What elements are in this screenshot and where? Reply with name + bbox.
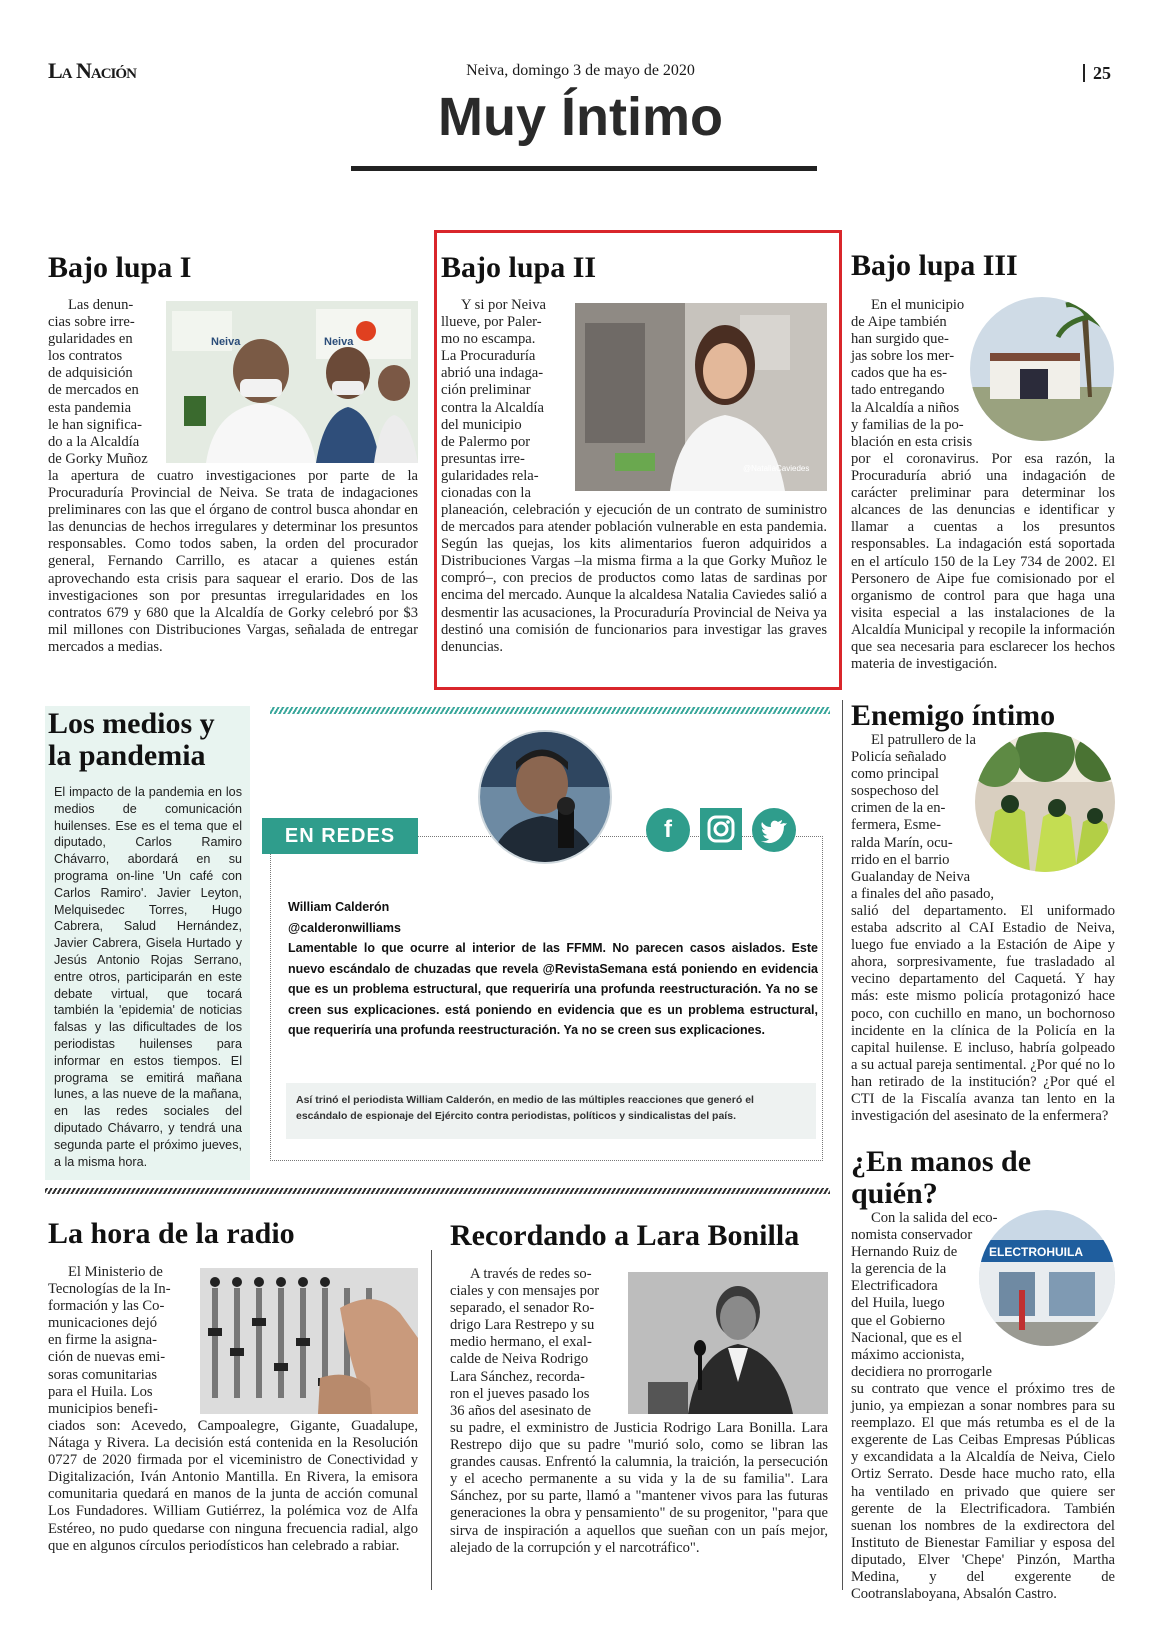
headline: Bajo lupa I <box>48 251 192 284</box>
article-text: llueve, por Paler- <box>441 314 542 331</box>
article-text: drigo Lara Restrepo y su <box>450 1317 595 1334</box>
article-text: gularidades en <box>48 331 133 348</box>
article-text: crimen de la en- <box>851 800 946 817</box>
article-text: Hernando Ruiz de <box>851 1244 958 1261</box>
article-text: y familias de la po- <box>851 416 964 433</box>
article-text: La Procuraduría <box>441 348 536 365</box>
article-text: tado entregando <box>851 382 945 399</box>
article-text: En el municipio <box>871 297 965 313</box>
svg-text:@NataliaCaviedes: @NataliaCaviedes <box>743 464 810 473</box>
article-text: para el Huila. Los <box>48 1383 153 1400</box>
article-text: contra la Alcaldía <box>441 399 544 416</box>
article-text: calde de Neiva Rodrigo <box>450 1351 589 1368</box>
column-divider <box>431 1250 432 1590</box>
article-text: del Huila, luego <box>851 1295 945 1312</box>
headline: Los medios y <box>48 707 215 740</box>
tweet-text: Lamentable lo que ocurre al interior de las FFMM. No parecen casos aislados. Este nuevo escándalo de chuzadas que revela @RevistaSemana está poniendo en evidencia que es un problema estructural, que requeriría una profunda reestructuración. Ya no se creen sus explicaciones. está poniendo en evidencia que es un problema estructural, que requeriría una profunda reestructuración. Ya no se creen sus explicaciones. <box>288 941 818 1037</box>
article-text: le han significa- <box>48 416 143 433</box>
headline: la pandemia <box>48 739 206 772</box>
article-text: ron el jueves pasado los <box>450 1385 590 1402</box>
article-text: Electrificadora <box>851 1278 938 1295</box>
press-conference-photo <box>166 301 418 463</box>
article-enemigo-intimo <box>851 700 1115 1125</box>
article-text: El Ministerio de <box>68 1264 163 1280</box>
article-bajo-lupa-2 <box>441 252 827 656</box>
article-text: como principal <box>851 766 939 783</box>
article-radio <box>48 1218 418 1555</box>
article-text: esta pandemia <box>48 399 132 416</box>
headline: Recordando a Lara Bonilla <box>450 1219 800 1252</box>
twitter-icon <box>752 808 796 852</box>
section-title-rule <box>351 166 817 171</box>
article-text: Con la salida del eco- <box>871 1210 998 1226</box>
article-text: Y si por Neiva <box>461 297 546 313</box>
article-text: Las denun- <box>68 297 134 313</box>
article-text: municipios benefi- <box>48 1400 158 1417</box>
journalist-avatar <box>478 730 612 864</box>
dateline: Neiva, domingo 3 de mayo de 2020 <box>466 62 695 79</box>
svg-text:Neiva: Neiva <box>211 336 241 348</box>
article-text: ción de nuevas emi- <box>48 1349 166 1366</box>
article-text: máximo accionista, <box>851 1346 965 1363</box>
headline: La hora de la radio <box>48 1217 295 1250</box>
article-text: sospechoso del <box>851 783 939 800</box>
article-text: municaciones dejó <box>48 1315 158 1332</box>
column-divider <box>842 700 843 1590</box>
article-bajo-lupa-1 <box>48 252 418 656</box>
article-text: gularidades rela- <box>441 467 539 484</box>
facebook-icon: f <box>646 808 690 852</box>
article-text: abrió una indaga- <box>441 365 544 382</box>
article-text: en firme la asigna- <box>48 1332 157 1349</box>
article-text: decidiera no prorrogarle <box>851 1363 992 1380</box>
headline: Enemigo íntimo <box>851 699 1056 732</box>
article-text: de adquisición <box>48 365 133 382</box>
article-lara-bonilla <box>450 1220 828 1557</box>
decorative-hatch-rule <box>270 707 830 714</box>
headline: Bajo lupa II <box>441 251 597 284</box>
article-text: los contratos <box>48 348 123 365</box>
article-text: Nacional, que es el <box>851 1329 963 1346</box>
mixing-console-photo <box>200 1268 418 1414</box>
article-text: que el Gobierno <box>851 1312 946 1329</box>
svg-text:Neiva: Neiva <box>324 336 354 348</box>
tweet-handle: @calderonwilliams <box>288 920 401 935</box>
article-text: ralda Marín, ocu- <box>851 834 953 851</box>
article-text: Tecnologías de la In- <box>48 1281 171 1298</box>
article-medios <box>48 708 248 1170</box>
electrohuila-sign: ELECTROHUILA <box>989 1245 1083 1259</box>
article-text: formación y las Co- <box>48 1298 165 1315</box>
article-text: blación en esta crisis <box>851 433 973 450</box>
article-text: ciales y con mensajes por <box>450 1283 600 1300</box>
article-text: fermera, Esme- <box>851 817 941 834</box>
article-text: de mercados en <box>48 382 139 399</box>
article-text: cados que ha es- <box>851 365 948 382</box>
tweet-content <box>288 897 818 1041</box>
headline: Bajo lupa III <box>851 249 1018 282</box>
instagram-icon <box>700 808 742 850</box>
section-title: Muy Íntimo <box>438 87 723 147</box>
article-text: El impacto de la pandemia en los medios de comunicación huilenses. Ese es el tema que el diputado, Carlos Ramiro Chávarro, abordará en su programa on-line 'Un café con Carlos Ramiro'. Javier Leyton, Melquisedec Torres, Hugo Cabrera, Salud Hernández, Javier Cabrera, Gisela Hurtado y Jesús Antonio Rojas Serrano, entre otros, participarán en este debate virtual, que tocará también la 'epidemia' de noticias falsas y las dificultades de los periodistas huilenses para informar en estos tiempos. El programa se emitirá mañana lunes, a las nueve de la mañana, en las redes sociales del diputado Chávarro, y tendrá una segunda parte el próximo jueves, a la misma hora. <box>54 785 242 1169</box>
tweet-author: William Calderón <box>288 900 390 914</box>
article-text: soras comunitarias <box>48 1366 158 1383</box>
tweet-caption: Así trinó el periodista William Calderón, en medio de las múltiples reacciones que generó el escándalo de espionaje del Ejército contra periodistas, políticos y sindicalistas del país. <box>296 1094 754 1122</box>
article-text: de Gorky Muñoz <box>48 450 148 467</box>
article-text: la apertura de cuatro investigaciones por parte de la Procuraduría Provincial de Neiva. Se trata de indagaciones preliminares con las que el órgano de control busca ahondar en las denuncias de hechos irregulares y determinar los presuntos responsables. Como todos saben, la orden del procurador general, Fernando Carrillo, es atacar a quienes están aprovechando esta crisis para saquear el erario. Dos de las investigaciones son por presuntas irregularidades en los contratos 679 y 680 que la Alcaldía de Gorky celebró por $3 mil millones con Distribuciones Vargas, señalada de entregar mercados a medias. <box>48 468 418 655</box>
article-text: por el coronavirus. Por esa razón, la Procuraduría abrió una indagación de carácter preliminar para determinar los alcances de las denuncias e identificar y llamar a cuentas a los presuntos responsables. La indagación está soportada en el artículo 150 de la Ley 734 de 2002. El Personero de Aipe fue comisionado por el organismo de control para que haga una visita especial a las instalaciones de la Alcaldía Municipal y recopile la información que sea necesaria para esclarecer los hechos materia de investigación. <box>851 451 1115 673</box>
article-text: Lara Sánchez, recorda- <box>450 1368 585 1385</box>
en-redes-tag: EN REDES <box>262 818 418 854</box>
article-text: salió del departamento. El uniformado estaba adscrito al CAI Estadio de Neiva, luego fue enviado a la Estación de Aipe y ahora, sorpresivamente, fue trasladado al vecino departamento del Caquetá. Y hay más: este mismo policía protagonizó hace poco, con cuchillo en mano, un bochornoso incidente en la clínica de la Policía en la capital huilense. E incluso, habría golpeado a su actual pareja sentimental. ¿Por qué no lo han retirado de la institución? ¿Por qué el CTI de la Fiscalía avanza tan lento en la investigación del asesinato de la enfermera? <box>851 903 1115 1125</box>
newspaper-logo: La Nación <box>48 58 136 83</box>
article-bajo-lupa-3 <box>851 250 1115 673</box>
article-text: 36 años del asesinato de <box>450 1402 592 1419</box>
decorative-hatch-rule <box>45 1188 830 1194</box>
article-text: la Alcaldía a niños <box>851 399 960 416</box>
article-text: a finales del año pasado, <box>851 885 995 902</box>
article-text: presuntas irre- <box>441 450 525 467</box>
article-text: ción preliminar <box>441 382 531 399</box>
article-text: rrido en el barrio <box>851 851 950 868</box>
lara-bonilla-photo <box>628 1272 828 1414</box>
article-text: de Aipe también <box>851 314 947 331</box>
article-en-manos <box>851 1146 1115 1603</box>
article-text: la gerencia de la <box>851 1261 947 1278</box>
article-text: do a la Alcaldía <box>48 433 140 450</box>
article-text: Gualanday de Neiva <box>851 868 971 885</box>
mayor-video-photo <box>575 303 827 491</box>
article-text: su contrato que vence el próximo tres de junio, ya empiezan a sonar nombres para su reemplazo. El que más retumba es el de la exgerente de Las Ceibas Empresas Públicas y excandidata a la Alcaldía de Neiva, Cielo Ortiz Serrato. Desde hace mucho rato, ella ha ventilado en privado que quiere ser gerente de la Electrificadora. También suenan los nombres de la exdirectora del Instituto de Bienestar Familiar y esposa del diputado, Elver 'Chepe' Pinzón, Martha Medina, y del exgerente de Cootranslaboyana, Absalón Castro. <box>851 1381 1115 1603</box>
article-text: cias sobre irre- <box>48 314 135 331</box>
article-text: separado, el senador Ro- <box>450 1300 595 1317</box>
article-text: A través de redes so- <box>470 1266 592 1282</box>
article-text: su padre, el exministro de Justicia Rodrigo Lara Bonilla. Lara Restrepo dijo que su padre "murió solo, como se libran las grandes causas. Enfrentó la calumnia, la traición, la persecución y el acecho permanente a su vida y la de su familia". Lara Sánchez, por su parte, llamó a "mantener vivos para las futuras generaciones la obra y pensamiento" de su progenitor, "para que sirva de inspiración a aquellos que sueñan con un país mejor, alejado de la corrupción y el narcotráfico". <box>450 1420 828 1556</box>
article-text: El patrullero de la <box>871 732 976 748</box>
article-text: del municipio <box>441 416 522 433</box>
article-text: jas sobre los mer- <box>851 348 955 365</box>
article-text: Policía señalado <box>851 749 947 766</box>
article-text: de Palermo por <box>441 433 531 450</box>
article-text: planeación, celebración y ejecución de un contrato de suministro de mercados para atender población vulnerable en esta pandemia. Según las quejas, los kits alimentarios fueron adquiridos a Distribuciones Vargas –la misma firma a la que Gorky Muñoz le compró–, con precios de productos como latas de sardinas por encima del mercado. Aunque la alcaldesa Natalia Caviedes salió a desmentir las acusaciones, la Procuraduría Provincial de Neiva ya destinó una comisión de funcionarios para investigar las graves denuncias. <box>441 502 827 655</box>
article-text: cionadas con la <box>441 485 531 502</box>
page-number: 25 <box>1083 64 1111 82</box>
article-text: medio hermano, el exal- <box>450 1334 592 1351</box>
aipe-building-photo <box>970 297 1114 441</box>
article-text: nomista conservador <box>851 1227 973 1244</box>
article-text: mo no escampa. <box>441 331 536 348</box>
article-text: han surgido que- <box>851 331 949 348</box>
article-text: ciados son: Acevedo, Campoalegre, Gigante, Guadalupe, Nátaga y Rivera. La decisión está contenida en la Resolución 0727 de 2020 firmada por el viceministro de Conectividad y Digitalización, Iván Antonio Mantilla. En Rivera, la emisora comunitaria quedará en manos de la junta de acción comunal Los Fundadores. William Gutiérrez, la polémica voz de Alfa Estéreo, no pudo quedarse con ninguna frecuencia radial, algo que en algunos círculos periodísticos han celebrado a rabiar. <box>48 1418 418 1554</box>
headline: ¿En manos de quién? <box>851 1145 1032 1210</box>
